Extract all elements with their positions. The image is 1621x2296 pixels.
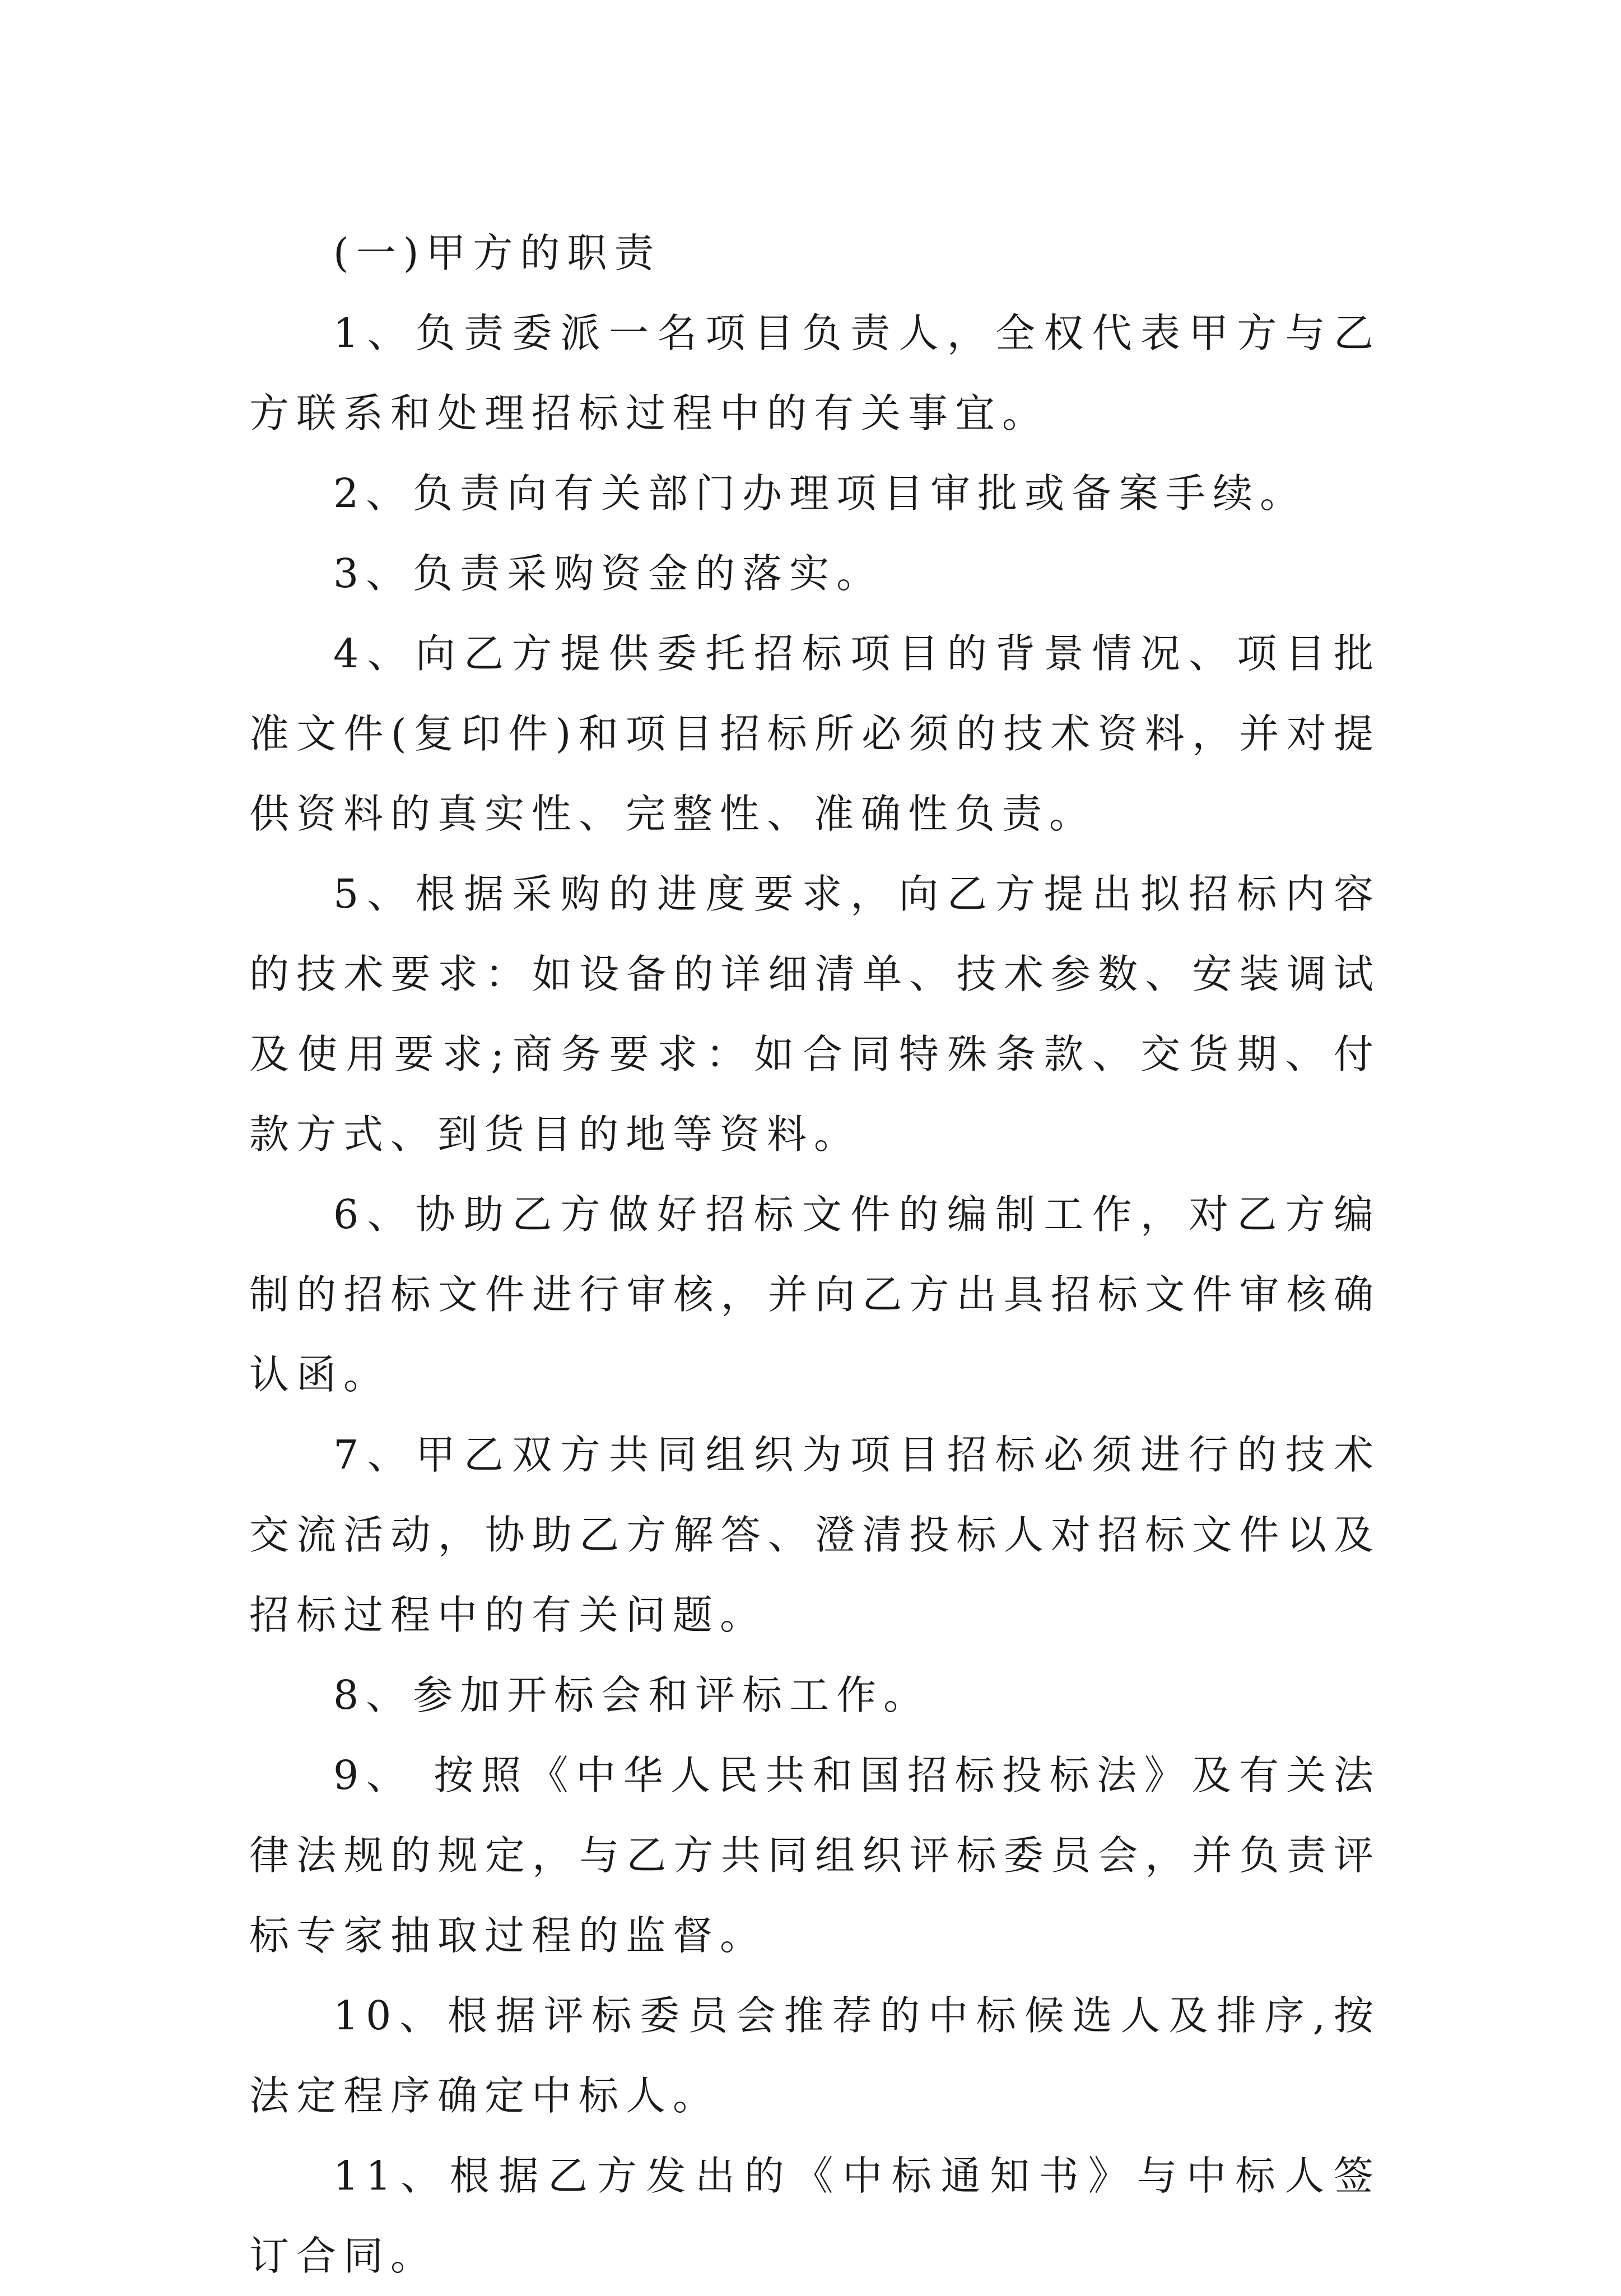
duty-item-6: 6、协助乙方做好招标文件的编制工作，对乙方编制的招标文件进行审核，并向乙方出具招标文件审核确认函。 <box>249 1191 1381 1398</box>
duty-item-7: 7、甲乙双方共同组织为项目招标必须进行的技术交流活动，协助乙方解答、澄清投标人对招标文件以及招标过程中的有关问题。 <box>249 1431 1381 1638</box>
duty-item-4: 4、向乙方提供委托招标项目的背景情况、项目批准文件(复印件)和项目招标所必须的技术资料，并对提供资料的真实性、完整性、准确性负责。 <box>249 630 1381 837</box>
duty-item-8: 8、参加开标会和评标工作。 <box>333 1672 931 1718</box>
duty-item-11: 11、根据乙方发出的《中标通知书》与中标人签订合同。 <box>249 2153 1381 2279</box>
document-body <box>249 213 1381 2296</box>
duty-item-9: 9、 按照《中华人民共和国招标投标法》及有关法律法规的规定，与乙方共同组织评标委员会，并负责评标专家抽取过程的监督。 <box>249 1752 1381 1959</box>
duty-item-2: 2、负责向有关部门办理项目审批或备案手续。 <box>333 470 1307 517</box>
duty-item-1: 1、负责委派一名项目负责人，全权代表甲方与乙方联系和处理招标过程中的有关事宜。 <box>249 310 1381 436</box>
duty-item-10: 10、根据评标委员会推荐的中标候选人及排序,按法定程序确定中标人。 <box>249 1992 1381 2119</box>
section-heading: (一)甲方的职责 <box>333 230 662 276</box>
duty-item-5: 5、根据采购的进度要求，向乙方提出拟招标内容的技术要求：如设备的详细清单、技术参数、安装调试及使用要求;商务要求：如合同特殊条款、交货期、付款方式、到货目的地等资料。 <box>249 871 1381 1158</box>
duty-item-3: 3、负责采购资金的落实。 <box>333 550 884 597</box>
